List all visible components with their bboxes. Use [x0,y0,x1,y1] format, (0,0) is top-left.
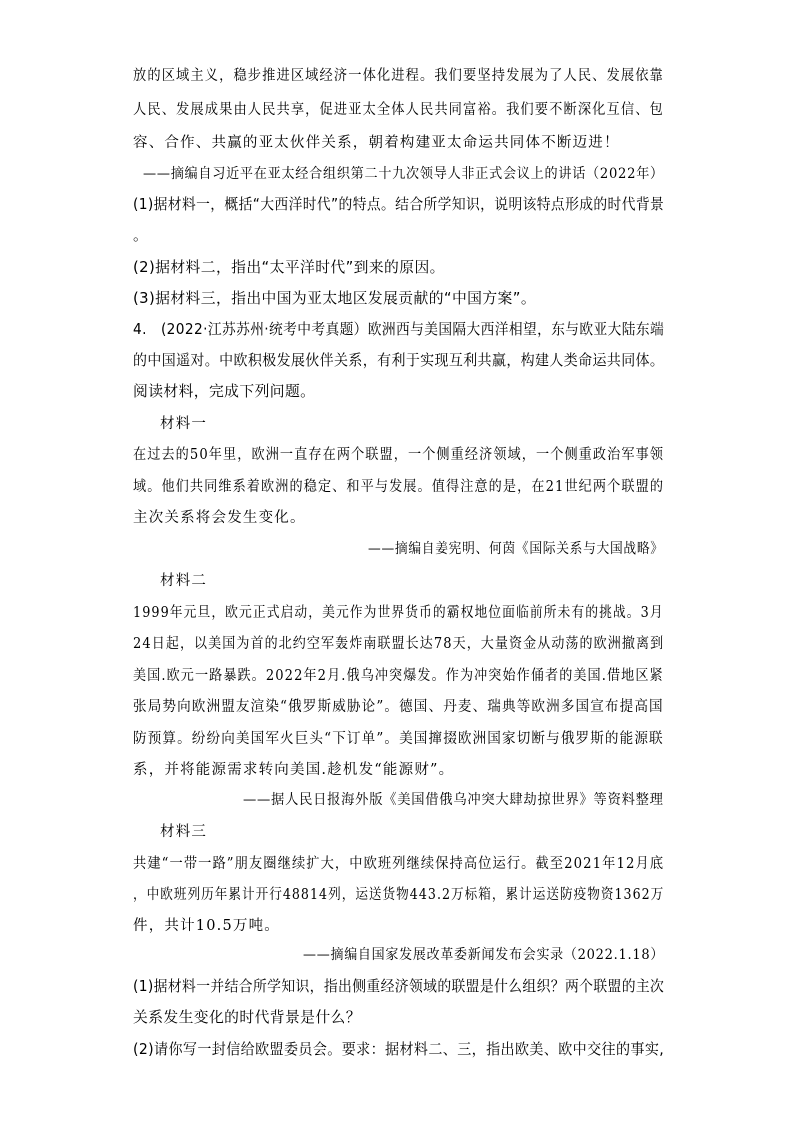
material-text-line: ，中欧班列历年累计开行48814列，运送货物443.2万标箱，累计运送防疫物资1362万 [133,887,665,903]
material-text-line: 人民、发展成果由人民共享，促进亚太全体人民共同富裕。我们要不断深化互信、包 [133,102,664,118]
question-stem: 4. (2022·江苏苏州·统考中考真题）欧洲西与美国隔大西洋相望，东与欧亚大陆东端 [133,321,665,338]
material-text-line: 件，共计10.5万吨。 [133,918,280,934]
material-text-line: 主次关系将会发生变化。 [133,510,306,526]
material-text-line: 系，并将能源需求转向美国.趁机发“能源财”。 [133,762,455,778]
material-text-line: 防预算。纷纷向美国军火巨头“下订单”。美国撺掇欧洲国家切断与俄罗斯的能源联 [133,731,664,747]
question-item: (1)据材料一，概括“大西洋时代”的特点。结合所学知识，说明该特点形成的时代背景 [133,196,665,213]
question-item: (1)据材料一并结合所学知识，指出侧重经济领域的联盟是什么组织？两个联盟的主次 [133,978,665,995]
material-text-line: 容、合作、共赢的亚太伙伴关系，朝着构建亚太命运共同体不断迈进！ [133,135,620,151]
question-item: 。 [133,227,149,244]
question-item: 关系发生变化的时代背景是什么？ [133,1009,361,1026]
material-source: ——摘编自姜宪明、何茵《国际关系与大国战略》 [368,541,664,557]
material-text-line: 放的区域主义，稳步推进区域经济一体化进程。我们要坚持发展为了人民、发展依靠 [133,68,664,84]
material-source: ——摘编自国家发展改革委新闻发布会实录（2022.1.18） [303,947,665,963]
question-item: (2)据材料二，指出“太平洋时代”到来的原因。 [133,259,445,276]
material-text-line: 张局势向欧洲盟友渲染“俄罗斯威胁论”。德国、丹麦、瑞典等欧洲多国宣布提高国 [133,699,664,715]
material-text-line: 美国.欧元一路暴跌。2022年2月.俄乌冲突爆发。作为冲突始作俑者的美国.借地区紧 [133,668,664,684]
material-text-line: 1999年元旦，欧元正式启动，美元作为世界货币的霸权地位面临前所未有的挑战。3月 [133,605,664,621]
material-title: 材料三 [160,824,208,840]
material-source: ——摘编自习近平在亚太经合组织第二十九次领导人非正式会议上的讲话（2022年） [143,166,664,182]
material-text-line: 24日起，以美国为首的北约空军轰炸南联盟长达78天，大量资金从动荡的欧洲撤离到 [133,636,665,652]
question-item: (3)据材料三，指出中国为亚太地区发展贡献的“中国方案”。 [133,290,537,307]
material-text-line: 域。他们共同维系着欧洲的稳定、和平与发展。值得注意的是，在21世纪两个联盟的 [133,479,665,495]
material-text-line: 共建“一带一路”朋友圈继续扩大，中欧班列继续保持高位运行。截至2021年12月底 [133,856,665,872]
material-source: ——据人民日报海外版《美国借俄乌冲突大肆劫掠世界》等资料整理 [243,792,664,808]
material-title: 材料二 [160,573,208,589]
material-text-line: 在过去的50年里，欧洲一直存在两个联盟，一个侧重经济领域，一个侧重政治军事领 [133,447,665,463]
question-stem: 阅读材料，完成下列问题。 [133,383,316,400]
question-item: (2)请你写一封信给欧盟委员会。要求：据材料二、三，指出欧美、欧中交往的事实, [133,1041,665,1058]
material-title: 材料一 [160,416,208,432]
question-stem: 的中国遥对。中欧积极发展伙伴关系，有利于实现互利共赢，构建人类命运共同体。 [133,352,665,369]
